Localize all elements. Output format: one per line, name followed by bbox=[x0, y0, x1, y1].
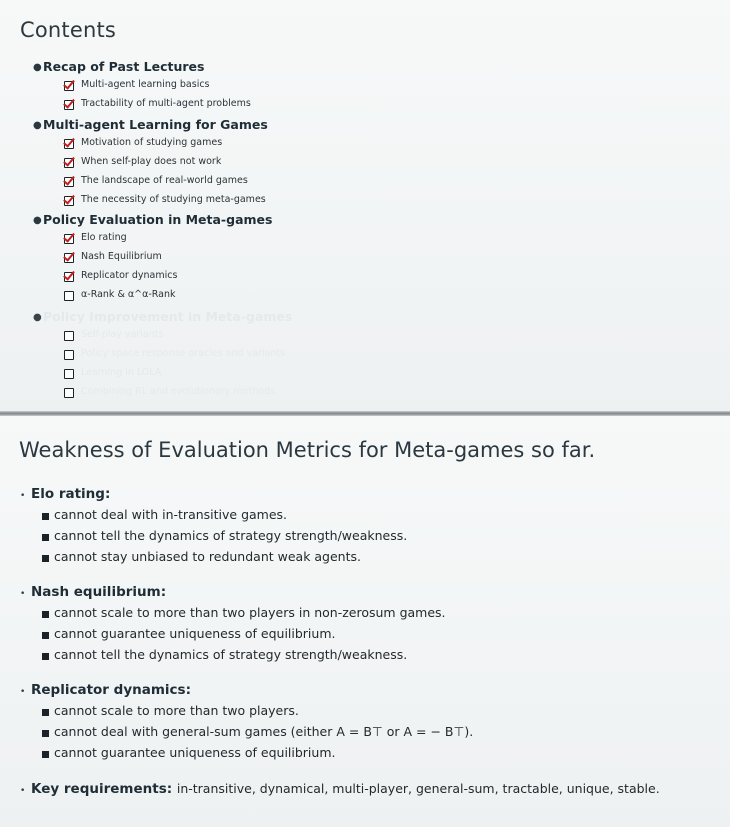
group-header bbox=[0, 682, 730, 702]
unchecked-box-icon bbox=[64, 331, 74, 341]
section-header bbox=[0, 117, 730, 136]
group-replicator-dynamics bbox=[0, 682, 730, 765]
group-title: Nash equilibrium: bbox=[31, 584, 167, 600]
group-nash-equilibrium bbox=[0, 584, 730, 667]
slide-title: Weakness of Evaluation Metrics for Meta-games so far. bbox=[19, 438, 596, 462]
list-item-label: Elo rating bbox=[81, 232, 127, 243]
contents-section-multiagent bbox=[0, 117, 730, 212]
list-item-label: Combining RL and evolutionary methods bbox=[81, 386, 276, 397]
bullet-icon: • bbox=[20, 687, 26, 697]
list-item bbox=[0, 385, 730, 404]
unchecked-box-icon bbox=[64, 291, 74, 301]
list-item-label: Learning in LOLA bbox=[81, 367, 162, 378]
section-header bbox=[0, 59, 730, 78]
list-item bbox=[0, 174, 730, 193]
square-bullet-icon bbox=[42, 653, 49, 660]
square-bullet-icon bbox=[42, 709, 49, 716]
list-item bbox=[0, 155, 730, 174]
list-item-text: cannot scale to more than two players. bbox=[54, 703, 299, 718]
checked-box-icon bbox=[64, 158, 74, 168]
group-elo-rating bbox=[0, 486, 730, 569]
checked-box-icon bbox=[64, 196, 74, 206]
unchecked-box-icon bbox=[64, 350, 74, 360]
list-item bbox=[0, 702, 730, 723]
list-item bbox=[0, 328, 730, 347]
group-header bbox=[0, 584, 730, 604]
list-item-label: The landscape of real-world games bbox=[81, 175, 248, 186]
bullet-icon: • bbox=[20, 589, 26, 599]
list-item bbox=[0, 646, 730, 667]
list-item bbox=[0, 347, 730, 366]
square-bullet-icon bbox=[42, 632, 49, 639]
list-item-label: Replicator dynamics bbox=[81, 270, 178, 281]
contents-section-evaluation bbox=[0, 212, 730, 307]
checked-box-icon bbox=[64, 177, 74, 187]
list-item-label: Motivation of studying games bbox=[81, 137, 223, 148]
unchecked-box-icon bbox=[64, 369, 74, 379]
contents-title: Contents bbox=[20, 18, 117, 42]
list-item bbox=[0, 744, 730, 765]
list-item bbox=[0, 97, 730, 116]
checked-box-icon bbox=[64, 272, 74, 282]
list-item-label: Nash Equilibrium bbox=[81, 251, 162, 262]
list-item bbox=[0, 506, 730, 527]
list-item bbox=[0, 366, 730, 385]
key-text: in-transitive, dynamical, multi-player, general-sum, tractable, unique, stable. bbox=[176, 781, 660, 796]
key-title: Key requirements: bbox=[31, 781, 173, 797]
checked-box-icon bbox=[64, 139, 74, 149]
list-item bbox=[0, 250, 730, 269]
group-title bbox=[31, 781, 660, 797]
list-item-text: cannot guarantee uniqueness of equilibrium. bbox=[54, 626, 336, 641]
list-item-text: cannot guarantee uniqueness of equilibrium. bbox=[54, 745, 336, 760]
bullet-icon: • bbox=[20, 491, 26, 501]
square-bullet-icon bbox=[42, 611, 49, 618]
section-title: Multi-agent Learning for Games bbox=[43, 117, 268, 132]
list-item bbox=[0, 723, 730, 744]
bullet-icon: ● bbox=[33, 215, 42, 226]
section-title: Policy Evaluation in Meta-games bbox=[43, 212, 273, 227]
group-title: Replicator dynamics: bbox=[31, 682, 191, 698]
bullet-icon: • bbox=[20, 786, 26, 796]
list-item-text: cannot deal with in-transitive games. bbox=[54, 507, 288, 522]
square-bullet-icon bbox=[42, 730, 49, 737]
list-item-text: cannot tell the dynamics of strategy strength/weakness. bbox=[54, 528, 408, 543]
list-item bbox=[0, 288, 730, 307]
list-item bbox=[0, 193, 730, 212]
key-requirements bbox=[0, 781, 730, 801]
section-header bbox=[0, 309, 730, 328]
checked-box-icon bbox=[64, 100, 74, 110]
list-item bbox=[0, 625, 730, 646]
contents-section-recap bbox=[0, 59, 730, 116]
group-header bbox=[0, 781, 730, 801]
section-title: Recap of Past Lectures bbox=[43, 59, 205, 74]
list-item bbox=[0, 604, 730, 625]
list-item bbox=[0, 527, 730, 548]
contents-slide bbox=[0, 0, 730, 411]
list-item bbox=[0, 231, 730, 250]
section-header bbox=[0, 212, 730, 231]
contents-section-improvement bbox=[0, 309, 730, 404]
list-item-label: Tractability of multi-agent problems bbox=[81, 98, 251, 109]
list-item-label: Multi-agent learning basics bbox=[81, 79, 210, 90]
list-item-label: The necessity of studying meta-games bbox=[81, 194, 266, 205]
list-item-text: cannot tell the dynamics of strategy strength/weakness. bbox=[54, 647, 408, 662]
bullet-icon: ● bbox=[33, 62, 42, 73]
list-item bbox=[0, 548, 730, 569]
list-item-label: Self-play variants bbox=[81, 329, 164, 340]
list-item-text: cannot deal with general-sum games (either A = B⊤ or A = − B⊤). bbox=[54, 724, 474, 739]
list-item bbox=[0, 78, 730, 97]
section-title: Policy Improvement in Meta-games bbox=[43, 309, 293, 324]
square-bullet-icon bbox=[42, 751, 49, 758]
list-item-label: Policy space response oracles and variants bbox=[81, 348, 286, 359]
bullet-icon: ● bbox=[33, 312, 42, 323]
list-item bbox=[0, 269, 730, 288]
list-item-label: When self-play does not work bbox=[81, 156, 222, 167]
checked-box-icon bbox=[64, 234, 74, 244]
square-bullet-icon bbox=[42, 534, 49, 541]
list-item-text: cannot stay unbiased to redundant weak agents. bbox=[54, 549, 361, 564]
square-bullet-icon bbox=[42, 513, 49, 520]
unchecked-box-icon bbox=[64, 388, 74, 398]
group-header bbox=[0, 486, 730, 506]
list-item-label: α-Rank & α^α-Rank bbox=[81, 289, 176, 300]
checked-box-icon bbox=[64, 81, 74, 91]
list-item bbox=[0, 136, 730, 155]
group-title: Elo rating: bbox=[31, 486, 111, 502]
weakness-slide bbox=[0, 416, 730, 827]
list-item-text: cannot scale to more than two players in non-zerosum games. bbox=[54, 605, 446, 620]
square-bullet-icon bbox=[42, 555, 49, 562]
bullet-icon: ● bbox=[33, 120, 42, 131]
checked-box-icon bbox=[64, 253, 74, 263]
